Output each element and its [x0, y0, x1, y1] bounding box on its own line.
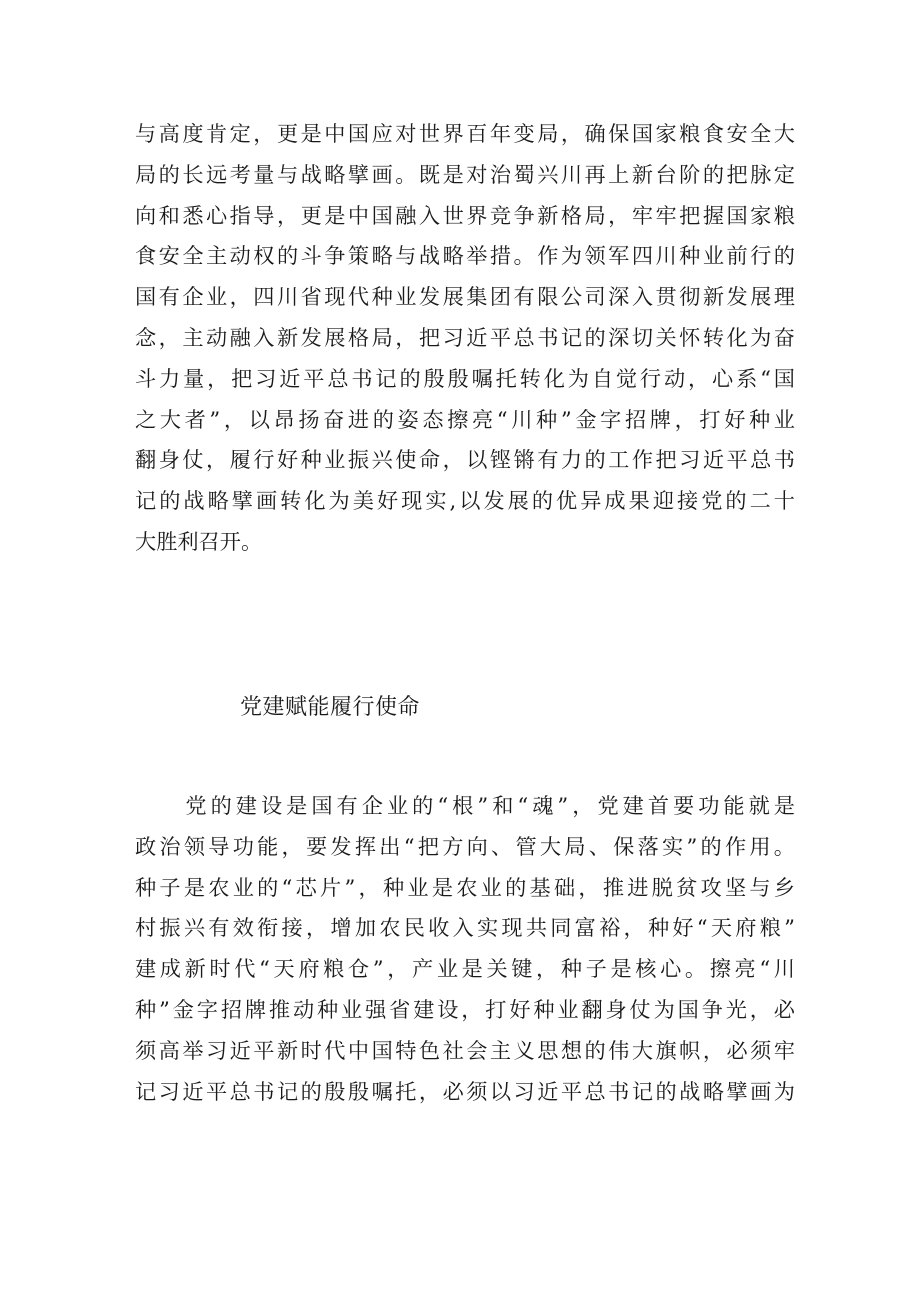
text-line: 翻身仗，履行好种业振兴使命，以铿锵有力的工作把习近平总书	[135, 447, 795, 473]
text-line: 种子是农业的“芯片”，种业是农业的基础，推进脱贫攻坚与乡	[135, 874, 795, 900]
text-line: 建成新时代“天府粮仓”，产业是关键，种子是核心。擦亮“川	[135, 956, 795, 982]
text-line: 向和悉心指导，更是中国融入世界竞争新格局，牢牢把握国家粮	[135, 202, 795, 228]
text-line: 记的战略擘画转化为美好现实,以发展的优异成果迎接党的二十	[135, 488, 795, 514]
text-line: 之大者”，以昂扬奋进的姿态擦亮“川种”金字招牌，打好种业	[135, 406, 795, 432]
text-line: 须高举习近平新时代中国特色社会主义思想的伟大旗帜，必须牢	[135, 1037, 795, 1063]
text-line: 种”金字招牌推动种业强省建设，打好种业翻身仗为国争光，必	[135, 996, 795, 1022]
text-line: 局的长远考量与战略擘画。既是对治蜀兴川再上新台阶的把脉定	[135, 161, 795, 187]
text-line: 村振兴有效衔接，增加农民收入实现共同富裕，种好“天府粮”	[135, 915, 795, 941]
text-line: 斗力量，把习近平总书记的殷殷嘱托转化为自觉行动，心系“国	[135, 365, 795, 391]
text-line: 大胜利召开。	[135, 528, 263, 554]
text-line: 政治领导功能，要发挥出“把方向、管大局、保落实”的作用。	[135, 833, 795, 859]
text-line: 与高度肯定，更是中国应对世界百年变局，确保国家粮食安全大	[135, 121, 795, 146]
text-line: 国有企业，四川省现代种业发展集团有限公司深入贯彻新发展理	[135, 284, 795, 310]
text-line: 食安全主动权的斗争策略与战略举措。作为领军四川种业前行的	[135, 243, 795, 269]
paragraph-intro	[135, 114, 795, 563]
text-line: 党的建设是国有企业的“根”和“魂”，党建首要功能就是	[135, 793, 795, 818]
text-line: 记习近平总书记的殷殷嘱托，必须以习近平总书记的战略擘画为	[135, 1078, 795, 1104]
paragraph-party-building	[135, 786, 795, 1112]
text-line: 念，主动融入新发展格局，把习近平总书记的深切关怀转化为奋	[135, 324, 795, 350]
section-heading: 党建赋能履行使命	[240, 695, 421, 720]
